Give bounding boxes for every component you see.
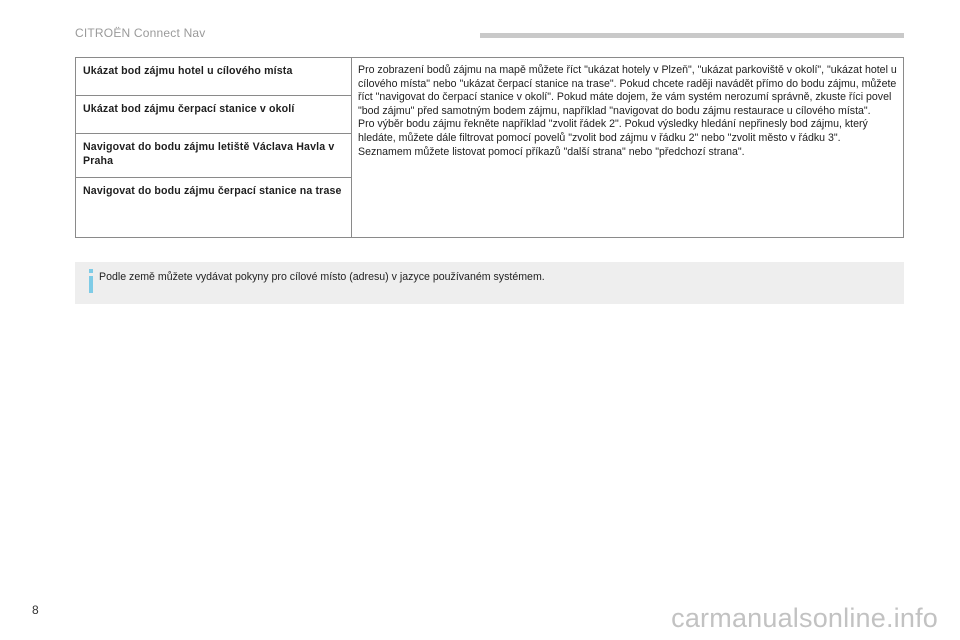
description-paragraph: Pro výběr bodu zájmu řekněte například "zvolit řádek 2". Pokud výsledky hledání nepřinesly bod zájmu, který hledáte, můžete dále filtrovat pomocí povelů "zvolit bod zájmu v řádku 2" nebo "zvolit město v řádku 3". Seznamem můžete listovat pomocí příkazů "další strana" nebo "předchozí strana". (358, 118, 868, 158)
page-number: 8 (32, 603, 39, 617)
info-text: Podle země můžete vydávat pokyny pro cílové místo (adresu) v jazyce používaném systémem. (99, 271, 545, 283)
description-column (352, 58, 903, 237)
voice-commands-table (75, 57, 904, 238)
command-cell: Navigovat do bodu zájmu letiště Václava Havla v Praha (76, 134, 351, 178)
description-paragraph: Pro zobrazení bodů zájmu na mapě můžete říct "ukázat hotely v Plzeň", "ukázat parkoviště v okolí", "ukázat hotel u cílového místa" nebo "ukázat čerpací stanice na trase". Pokud chcete raději navádět přímo do bodu zájmu, můžete říct "navigovat do čerpací stanice v okolí". Pokud máte dojem, že vám systém nerozumí správně, zkuste říci povel "bod zájmu" před samotným bodem zájmu, například "navigovat do bodu zájmu restaurace u cílového místa". (358, 64, 897, 117)
document-header-title: CITROËN Connect Nav (75, 26, 206, 40)
command-cell: Ukázat bod zájmu hotel u cílového místa (76, 58, 351, 96)
watermark: carmanualsonline.info (671, 603, 938, 633)
info-note (75, 262, 904, 304)
command-cell: Navigovat do bodu zájmu čerpací stanice na trase (83, 185, 342, 197)
command-cell: Ukázat bod zájmu čerpací stanice v okolí (76, 96, 351, 134)
header-divider-bar (480, 33, 904, 38)
commands-column (76, 58, 352, 237)
info-icon (86, 269, 96, 293)
